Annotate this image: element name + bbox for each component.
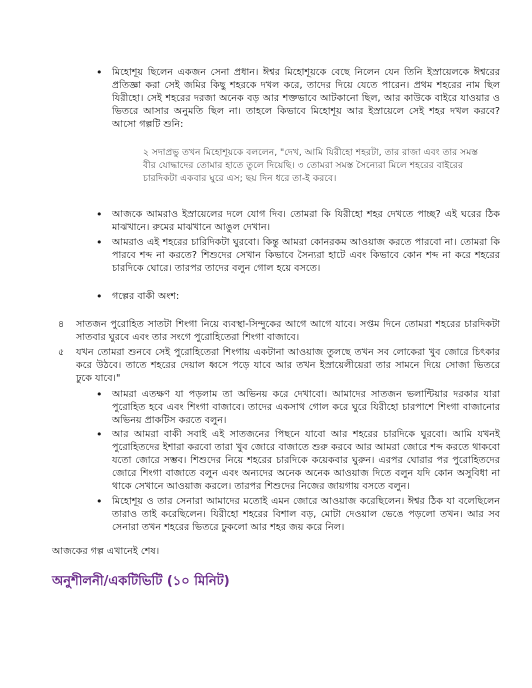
verse-number: ৫ bbox=[58, 347, 65, 358]
activity-bullet-1: • আমরা এতক্ষণ যা পড়লাম তা অভিনয় করে দেখাবো। আমাদের সাতজন ভলান্টিয়ার দরকার যারা পুরোহিত হবে এবং শিংগা বাজাবে। তাদের একসাথ গোল করে ঘুরে যিরীহো চারপাশে শিংগা বাজানোর অভিনয় প্রাকটিস করতে বলুন। bbox=[112, 388, 500, 427]
activity-bullet-2: • আর আমরা বাকী সবাই এই সাতজনের পিছনে যাবো আর শহরের চারদিকে ঘুরবো। আমি যখনই পুরোহিতদের ইশারা করবো তারা খুব জোরে বাজাতে শুরু করবে আর আমরা জোরে শব্দ করতে থাকবো যতো জোরে সম্ভব। শিশুদের নিয়ে শহরের চারদিকে কয়েকবার ঘুরুন। এরপর ঘোরার পর পুরোহিতদের জোরে শিংগা বাজাতে বলুন এবং অন্যদের অনেক অনেক আওয়াজ দিতে বলুন যদি কোন অসুবিধা না থাকে সেখানে আওয়াজ করলে। তারপর শিশুদের নিজের জায়গায় বসতে বলুন। bbox=[112, 428, 500, 493]
verse-text: সাতজন পুরোহিত সাতটা শিংগা নিয়ে ব্যবস্থা-সিন্দুকের আগে আগে যাবে। সপ্তম দিনে তোমরা শহরের চারদিকটা সাতবার ঘুরবে এবং তার সংগে পুরোহিতেরা শিংগা বাজাবে। bbox=[76, 319, 500, 343]
activity-section-heading: অনুশীলনী/একটিভিটি (১০ মিনিট) bbox=[52, 574, 230, 589]
instruction-bullet-3: • গল্পের বাকী অংশ: bbox=[112, 290, 500, 303]
instruction-bullet-2: • আমরাও এই শহরের চারিদিকটা ঘুরবো। কিন্তু আমরা কোনরকম আওয়াজ করতে পারবো না। তোমরা কি পারবে শব্দ না করতে? শিশুদের সেখান কিভাবে সৈন্যরা হাটে এবং কিভাবে কোন শব্দ না করে শহরের চারদিকে ঘোরে। তারপর তাদের বলুন গোল হয়ে বসতে। bbox=[112, 236, 500, 275]
verse-number: ৪ bbox=[58, 319, 65, 330]
numbered-verse-4 bbox=[60, 318, 500, 344]
scripture-quote: ২ সদাপ্রভু তখন মিহোশূয়কে বললেন, "দেখ, আমি যিরীহো শহরটা, তার রাজা এবং তার সমস্ত বীর যোদ্ধাদের তোমার হাতে তুলে দিয়েছি। ৩ তোমরা সমস্ত সৈন্যেরা মিলে শহরের বাইরের চারদিকটা একবার ঘুরে এস; ছয় দিন ধরে তা-ই করবে। bbox=[143, 147, 478, 184]
story-intro-bullet: • মিহোশূয় ছিলেন একজন সেনা প্রধান। ঈশ্বর মিহোশূয়কে বেছে নিলেন যেন তিনি ইস্রায়েলকে ঈশ্বরের প্রতিজ্ঞা করা সেই জমির কিছু শহরকে দখল করে, তাদের দিয়ে যেতে পারেন। প্রথম শহরের নাম ছিল যিরীহো। সেই শহরের দরজা অনেক বড় আর শক্তভাবে আটকানো ছিল, আর কাউকে বাইরে যাওয়ার ও ভিতরে আসার অনুমতি ছিল না। তাহলে কিভাবে মিহোশূয় আর ইস্রায়েলে সেই শহর দখল করবে? আসো গল্পটি শুনি: bbox=[112, 66, 500, 131]
verse-text: যখন তোমরা শুনবে সেই পুরোহিতেরা শিংগায় একটানা আওয়াজ তুলছে তখন সব লোকেরা খুব জোরে চিৎকার করে উঠবে। তাতে শহরের দেয়াল ধ্বসে পড়ে যাবে আর তখন ইস্রায়েলীয়েরা তার সামনে দিয়ে সোজা ভিতরে ঢুকে যাবে।" bbox=[76, 347, 500, 384]
numbered-verse-5 bbox=[60, 346, 500, 385]
activity-bullet-3: • মিহোশূয় ও তার সেনারা আমাদের মতোই এমন জোরে আওয়াজ করেছিলেন। ঈশ্বর ঠিক যা বলেছিলেন তারাও তাই করেছিলেন। যিরীহো শহরের বিশাল বড়, মোটা দেওয়াল ভেঙে পড়লো তখন। আর সব সেনারা তখন শহরের ভিতরে ঢুকলো আর শহর জয় করে নিল। bbox=[112, 495, 500, 534]
closing-line: আজকের গল্প এখানেই শেষ। bbox=[52, 546, 160, 557]
instruction-bullet-1: • আজকে আমরাও ইস্রায়েলের দলে যোগ দিব। তোমরা কি যিরীহো শহর দেখতে পাচ্ছ? এই ঘরের ঠিক মাঝখানে। রুমের মাঝখানে আঙুল দেখান। bbox=[112, 208, 500, 234]
